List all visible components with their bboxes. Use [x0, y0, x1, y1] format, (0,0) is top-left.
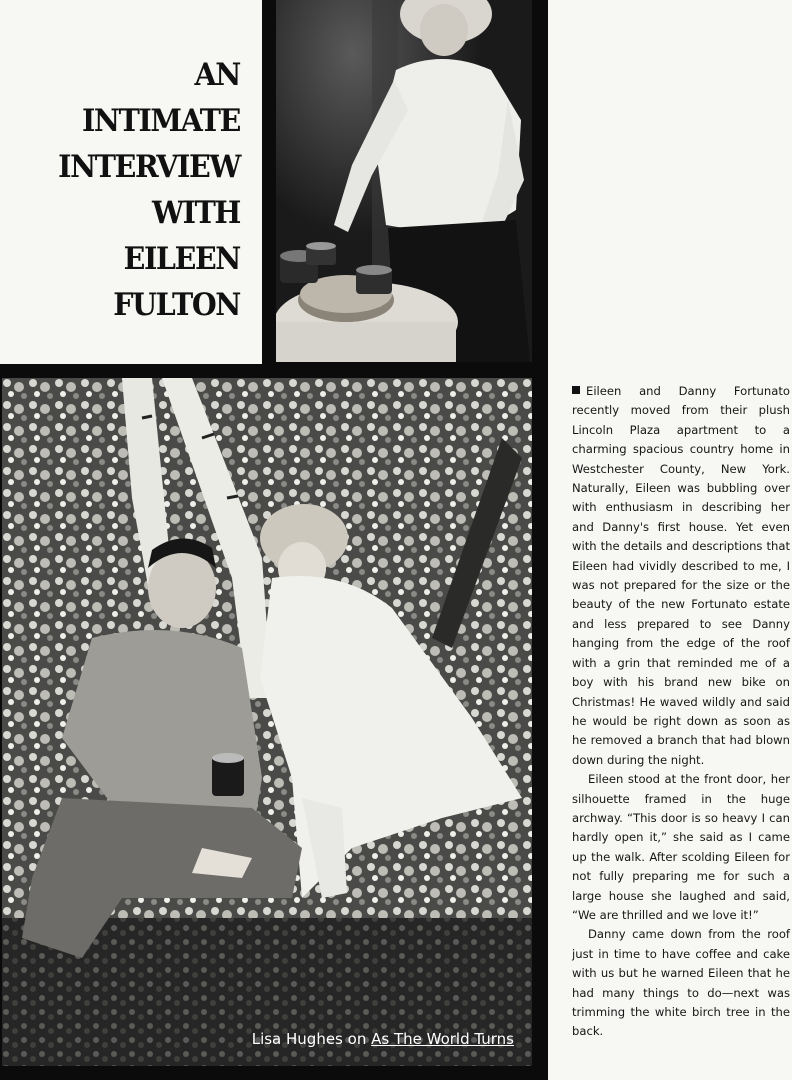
headline-line-5: EILEEN: [123, 241, 240, 277]
woman-serving-cake-photo: [276, 0, 532, 362]
bullet-square-icon: [572, 386, 580, 394]
caption-prefix: Lisa Hughes on: [251, 1030, 372, 1048]
headline-line-1: AN: [194, 57, 240, 93]
headline-line-6: FULTON: [113, 287, 240, 323]
birch-photo-illustration: [2, 378, 532, 1066]
headline: [19, 52, 240, 328]
headline-line-4: WITH: [151, 195, 240, 231]
headline-line-3: INTERVIEW: [58, 149, 240, 185]
article-paragraph-2: Eileen stood at the front door, her silhouette framed in the huge archway. “This door is so heavy I can hardly open it,” she said as I came up the walk. After scolding Eileen for not fully preparing me for such a large house she laughed and said, “We are thrilled and we love it!”: [572, 772, 790, 922]
article-paragraph-3: Danny came down from the roof just in time to have coffee and cake with us but he warned Eileen that he had many things to do—next was trimming the white birch tree in the back.: [572, 927, 790, 1039]
caption-show-title: As The World Turns: [371, 1030, 514, 1048]
headline-line-2: INTIMATE: [81, 103, 240, 139]
photo-caption: [252, 1030, 514, 1048]
article-paragraph-1: Eileen and Danny Fortunato recently moved from their plush Lincoln Plaza apartment to a charming spacious country home in Westchester County, New York. Naturally, Eileen was bubbling over with enthusiasm in describing her and Danny's first house. Yet even with the details and descriptions that Eileen had vividly described to me, I was not prepared for the size or the beauty of the new Fortunato estate and less prepared to see Danny hanging from the edge of the roof with a grin that reminded me of a boy with his brand new bike on Christmas! He waved wildly and said he would be right down as soon as he removed a branch that had blown down during the night.: [572, 384, 790, 767]
article-body: [572, 382, 790, 1042]
couple-under-birch-tree-photo: [2, 378, 532, 1066]
cake-photo-illustration: [276, 0, 532, 362]
